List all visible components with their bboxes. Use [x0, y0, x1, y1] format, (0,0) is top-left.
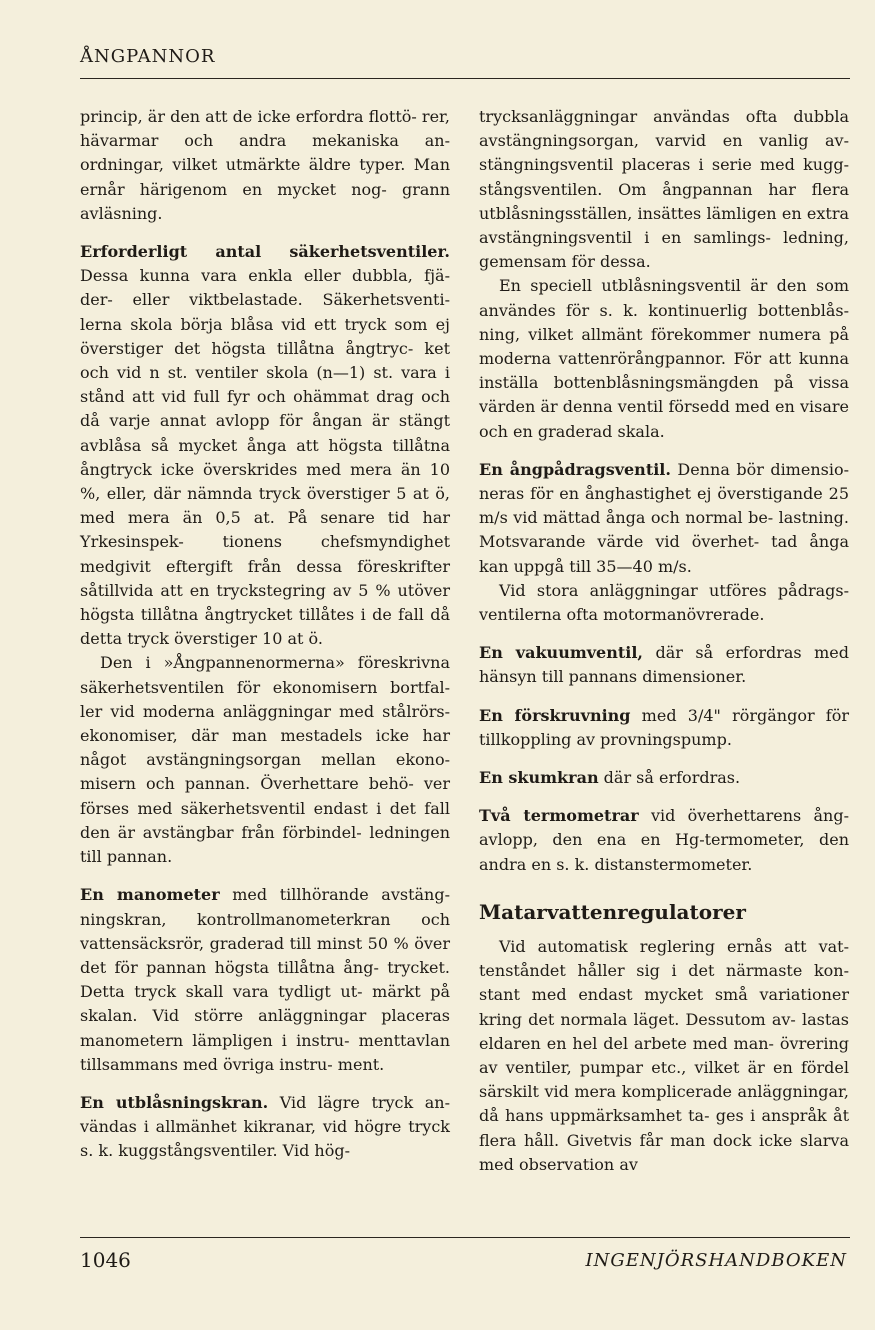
paragraph-lead: Erforderligt antal säkerhetsventiler.: [80, 242, 450, 262]
paragraph: En speciell utblåsningsventil är den som användes för s. k. kontinuerlig bottenblås- ning, vilket allmänt förekommer numera på moderna vattenrörångpannor. För att kunna inställa bottenblåsningsmängden på vissa värden är denna ventil försedd med en visare och en graderad skala.: [479, 276, 849, 441]
running-header: ÅNGPANNOR: [80, 46, 216, 67]
paragraph-body: med 3/4" rörgängor för tillkoppling av provningspump.: [479, 705, 849, 749]
header-rule: [80, 78, 850, 79]
paragraph-body: Vid lägre tryck an- vändas i allmänhet kikranar, vid högre tryck s. k. kuggstångsventiler. Vid hög-: [80, 1092, 451, 1161]
paragraph-body: Denna bör dimensio- neras för en ånghastighet ej överstigande 25 m/s vid mättad ånga och normal be- lastning. Motsvarande värde vid överhet- tad ånga kan uppgå till 35—40 m/s.: [479, 459, 849, 576]
paragraph: princip, är den att de icke erfordra flottö- rer, hävarmar och andra mekaniska an- ordningar, vilket utmärkte äldre typer. Man ernår härigenom en mycket nog- grann avläsning.: [80, 107, 451, 223]
paragraph-body: Dessa kunna vara enkla eller dubbla, fjä- der- eller viktbelastade. Säkerhetsventi- lerna skola börja blåsa vid ett tryck som ej överstiger det högsta tillåtna ångtryc- ket och vid n st. ventiler skola (n—1) st. vara i stånd att vid full fyr och ohämmat drag och då varje annat avlopp för ångan är stängt avblåsa så mycket ånga att högsta tillåtna ångtryck icke överskrides med mera än 10 %, eller, där nämnda tryck överstiger 5 at ö, med mera än 0,5 at. På senare tid har Yrkesinspek- tionens chefsmyndighet medgivit eftergift från dessa föreskrifter såtillvida att en tryckstegring av 5 % utöver högsta tillåtna ångtrycket tillåtes i de fall då detta tryck överstiger 10 at ö.: [80, 266, 450, 649]
footer-rule: [80, 1237, 850, 1238]
paragraph-lead: En vakuumventil,: [479, 643, 643, 663]
paragraph: [80, 883, 450, 1077]
paragraph-lead: Två termometrar: [479, 806, 639, 826]
paragraph: [479, 458, 849, 579]
paragraph: [479, 766, 849, 790]
paragraph-lead: En manometer: [80, 885, 220, 905]
right-column: [479, 105, 849, 1177]
paragraph: [479, 641, 849, 689]
paragraph: [80, 240, 450, 651]
book-title: INGENJÖRSHANDBOKEN: [585, 1250, 847, 1271]
paragraph-body: med tillhörande avstäng- ningskran, kontrollmanometerkran och vattensäcksrör, graderad till minst 50 % över det för pannan högsta tillåtna ång- trycket. Detta tryck skall vara tydligt ut- märkt på skalan. Vid större anläggningar placeras manometern lämpligen i instru- menttavlan tillsammans med övriga instru- ment.: [80, 885, 450, 1074]
left-column: [80, 105, 450, 1164]
paragraph-lead: En förskruvning: [479, 705, 631, 725]
paragraph: trycksanläggningar användas ofta dubbla avstängningsorgan, varvid en vanlig av- stängningsventil placeras i serie med kugg- stångsventilen. Om ångpannan har flera utblåsningsställen, insättes lämligen en extra avstängningsventil i en samlings- ledning, gemensam för dessa.: [479, 107, 849, 272]
paragraph: Vid stora anläggningar utföres pådrags- ventilerna ofta motormanövrerade.: [479, 580, 849, 625]
paragraph-body: där så erfordras med hänsyn till pannans dimensioner.: [479, 643, 849, 687]
paragraph: [80, 1091, 450, 1164]
page-number: 1046: [80, 1248, 131, 1272]
paragraph-lead: En ångpådragsventil.: [479, 459, 671, 479]
paragraph-body: där så erfordras.: [598, 768, 741, 788]
section-heading: Matarvattenregulatorer: [479, 899, 746, 924]
paragraph-body: vid överhettarens ång- avlopp, den ena en Hg-termometer, den andra en s. k. distanstermometer.: [479, 806, 849, 874]
paragraph: [479, 704, 849, 752]
paragraph: [479, 804, 849, 877]
paragraph-lead: En utblåsningskran.: [80, 1092, 269, 1112]
paragraph-lead: En skumkran: [479, 768, 599, 788]
paragraph: Den i »Ångpannenormerna» föreskrivna säkerhetsventilen för ekonomisern bortfal- ler vid moderna anläggningar med stålrörs- ekonomiser, där man mestadels icke har något avstängningsorgan mellan ekono- misern och pannan. Överhettare behö- ver förses med säkerhetsventil endast i det fall den är avstängbar från förbindel- ledningen till pannan.: [80, 653, 450, 867]
paragraph: Vid automatisk reglering ernås att vat- tenståndet håller sig i det närmaste kon- stant med endast mycket små variationer kring det normala läget. Dessutom av- lastas eldaren en hel del arbete med man- övrering av ventiler, pumpar etc., vilket är en fördel särskilt vid mera komplicerade anläggningar, då hans uppmärksamhet ta- ges i anspråk åt flera håll. Givetvis får man dock icke slarva med observation av: [479, 936, 849, 1174]
